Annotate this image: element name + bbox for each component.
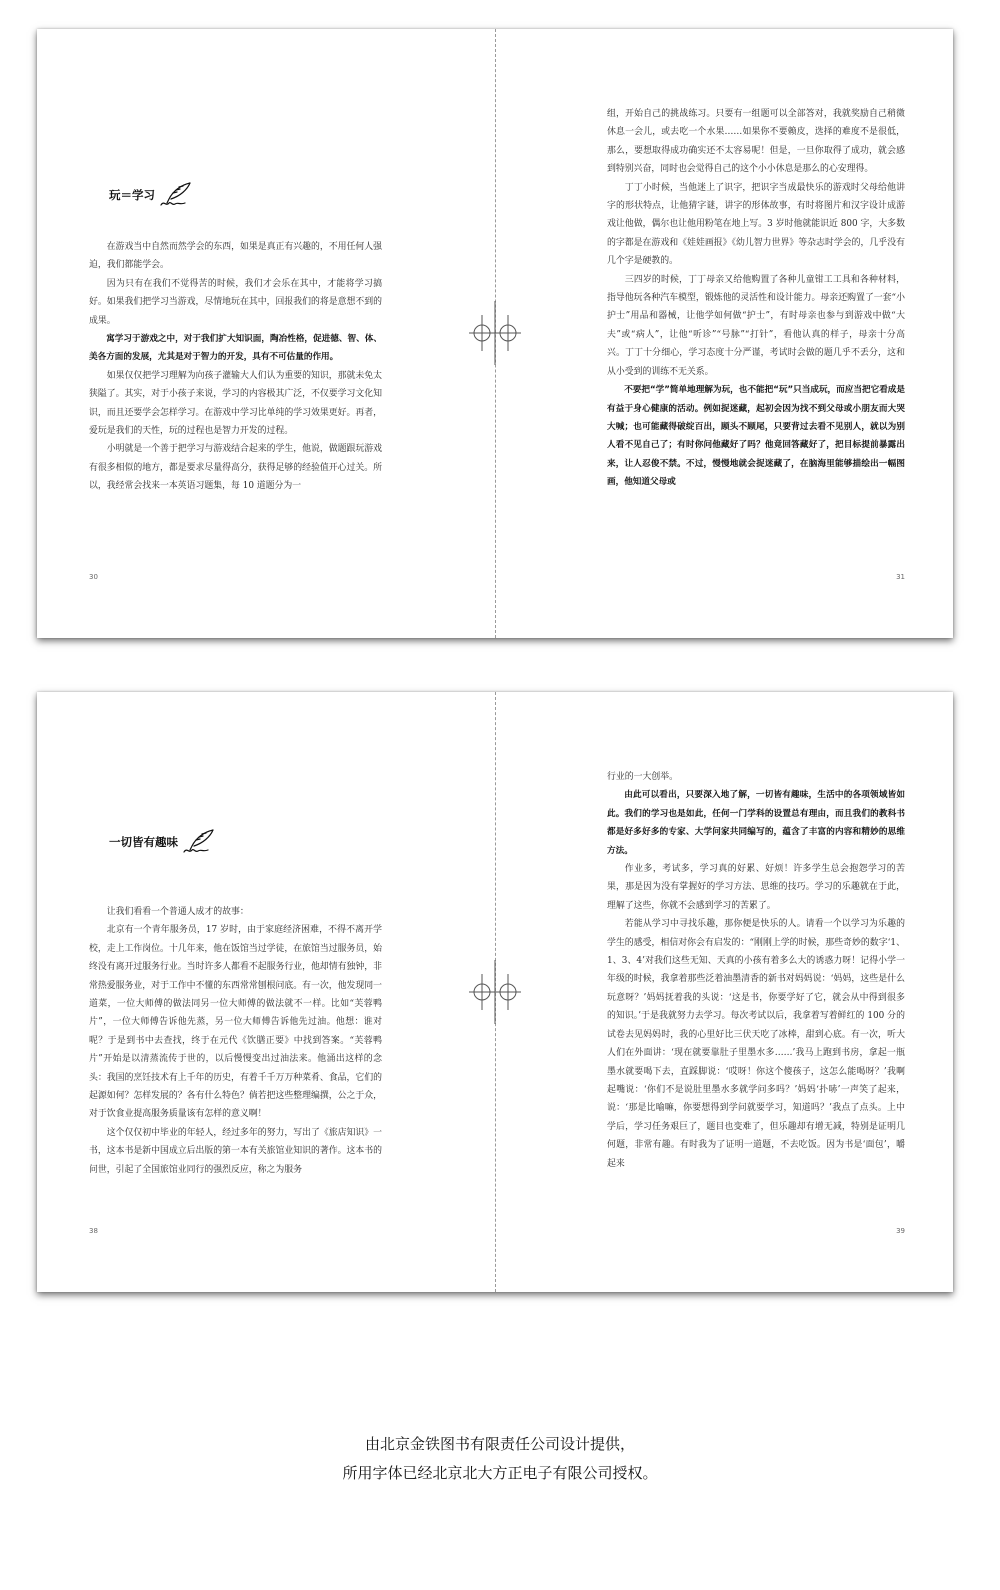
paragraph: 若能从学习中寻找乐趣，那你便是快乐的人。请看一个以学习为乐趣的学生的感受，相信对你会有启发的：“刚刚上学的时候，那些奇妙的数字‘1、1、3、4’对我们这些无知、天真的小孩有着多么大的诱惑力呀！记得小学一年级的时候，我拿着那些泛着油墨清香的新书对妈妈说：‘妈妈，这些是什么玩意呀？’妈妈抚着我的头说：‘这是书，你要学好了它，就会从中得到很多的知识。’于是我就努力去学习。每次考试以后，我拿着写着鲜红的 100 分的试卷去见妈妈时，我的心里好比三伏天吃了冰棒，甜到心底。有一次，听大人们在外面讲：‘现在就要靠肚子里墨水多……’我马上跑到书房，拿起一瓶墨水就要喝下去，直踩脚说：‘哎呀！你这个傻孩子，这怎么能喝呀？’我啊起嘴说：‘你们不是说肚里墨水多就学问多吗？’妈妈‘扑哧’一声笑了起来，说：‘那是比喻嘛，你要想得到学问就要学习，知道吗？’我点了点头。上中学后，学习任务艰巨了，题目也变难了，但乐趣却有增无减，特别是证明几何题，非常有趣。有时我为了证明一道题，不去吃饭。因为书是‘面包’，嚼起来 <box>607 919 905 1169</box>
credit-caption <box>0 1430 1000 1488</box>
page-30 <box>89 29 382 638</box>
page-31 <box>607 29 905 638</box>
registration-mark-icon <box>463 960 527 1024</box>
registration-mark-icon <box>463 301 527 365</box>
paragraph: 小明就是一个善于把学习与游戏结合起来的学生，他说，做题跟玩游戏有很多相似的地方，都是要求尽量得高分，获得足够的经验值开心过关。所以，我经常会找来一本英语习题集，每 10 道题分为一 <box>89 444 382 492</box>
paragraph: 因为只有在我们不觉得苦的时候，我们才会乐在其中，才能将学习搞好。如果我们把学习当游戏，尽情地玩在其中，回报我们的将是意想不到的成果。 <box>89 278 382 326</box>
paragraph: 作业多，考试多，学习真的好累、好烦！许多学生总会抱怨学习的苦果，那是因为没有掌握好的学习方法、思维的技巧。学习的乐趣就在于此，理解了这些，你就不会感到学习的苦累了。 <box>607 864 905 911</box>
paragraph-bold: 寓学习于游戏之中，对于我们扩大知识面，陶冶性格，促进德、智、体、美各方面的发展，尤其是对于智力的开发，具有不可估量的作用。 <box>89 334 382 363</box>
page-number: 39 <box>896 1227 905 1235</box>
paragraph: 三四岁的时候，丁丁母亲又给他购置了各种儿童钳工工具和各种材料，指导他玩各种汽车模型，锻炼他的灵活性和设计能力。母亲还购置了一套“小护士”用品和器械，让他学如何做“护士”，有时母亲也参与到游戏中做“大夫”或“病人”，让他“听诊”“号脉”“打针”，看他认真的样子，母亲十分高兴。丁丁十分细心，学习态度十分严谨，考试时会做的题几乎不丢分，这和从小受到的训练不无关系。 <box>607 274 905 377</box>
paragraph: 丁丁小时候，当他迷上了识字，把识字当成最快乐的游戏时父母给他讲字的形状特点，让他猜字谜，讲字的形体故事，有时将图片和汉字设计成游戏让他做，偶尔也让他用粉笔在地上写。3 岁时他就能识近 800 字，大多数的字都是在游戏和《娃娃画报》《幼儿智力世界》等杂志时学会的，几乎没有几个字是硬教的。 <box>607 182 905 267</box>
section-title: 一切皆有趣味 <box>109 835 178 849</box>
page-38 <box>89 692 382 1292</box>
quill-pen-icon <box>159 181 193 209</box>
paragraph-bold: 不要把“学”简单地理解为玩，也不能把“玩”只当成玩，而应当把它看成是有益于身心健康的活动。例如捉迷藏，起初会因为找不到父母或小朋友而大哭大喊；也可能藏得破绽百出，顾头不顾尾，只要背过去看不见别人，就以为别人看不见自己了；有时你问他藏好了吗？他竟回答藏好了，把目标提前暴露出来，让人忍俊不禁。不过，慢慢地就会捉迷藏了，在脑海里能够描绘出一幅图画，他知道父母或 <box>607 385 905 488</box>
body-text <box>89 903 382 1179</box>
paragraph: 这个仅仅初中毕业的年轻人，经过多年的努力，写出了《旅店知识》一书，这本书是新中国成立后出版的第一本有关旅馆业知识的著作。这本书的问世，引起了全国旅馆业同行的强烈反应，称之为服务 <box>89 1127 382 1175</box>
body-text <box>607 768 905 1173</box>
caption-line-1: 由北京金铁图书有限责任公司设计提供， <box>364 1435 635 1453</box>
page-39 <box>607 692 905 1292</box>
page-number: 30 <box>89 573 98 581</box>
section-heading <box>109 828 216 856</box>
caption-line-2: 所用字体已经北京北大方正电子有限公司授权。 <box>342 1464 658 1482</box>
page-number: 38 <box>89 1227 98 1235</box>
paragraph: 在游戏当中自然而然学会的东西，如果是真正有兴趣的，不用任何人强迫，我们都能学会。 <box>89 242 382 271</box>
section-title: 玩＝学习 <box>109 188 155 202</box>
paragraph: 北京有一个青年服务员，17 岁时，由于家庭经济困难，不得不离开学校，走上工作岗位。十几年来，他在饭馆当过学徒，在旅馆当过服务员，始终没有离开过服务行业。当时许多人都看不起服务行业，他却情有独钟，非常热爱服务业，对于工作中不懂的东西常常刨根问底。有一次，他发现同一道菜，一位大师傅的做法同另一位大师傅的做法就不一样。比如“芙蓉鸭片”，一位大师傅告诉他先蒸，另一位大师傅告诉他先过油。他想：谁对呢？于是到书中去查找，终于在元代《饮膳正要》中找到答案。“芙蓉鸭片”开始是以清蒸流传于世的，以后慢慢变出过油法来。他涌出这样的念头：我国的烹饪技术有上千年的历史，有着千千万万种菜肴、食品，它们的起源如何？怎样发展的？各有什么特色？倘若把这些整理编撰，公之于众，对于饮食业提高服务质量该有怎样的意义啊！ <box>89 925 382 1120</box>
paragraph-bold: 由此可以看出，只要深入地了解，一切皆有趣味，生活中的各项领域皆如此。我们的学习也是如此，任何一门学科的设置总有理由，而且我们的教科书都是好多好多的专家、大学问家共同编写的，蕴含了丰富的内容和精妙的思维方法。 <box>607 790 905 856</box>
paragraph: 行业的一大创举。 <box>607 772 678 782</box>
section-heading <box>109 181 193 209</box>
book-spread-1 <box>37 29 953 638</box>
paragraph: 组，开始自己的挑战练习。只要有一组题可以全部答对，我就奖励自己稍微休息一会儿，或去吃一个水果……如果你不要赖皮，选择的难度不是很低，那么，要想取得成功确实还不太容易呢！但是，一旦你取得了成功，就会感到特别兴奋，同时也会觉得自己的这个小小休息是那么的心安理得。 <box>607 109 905 175</box>
quill-pen-icon <box>182 828 216 856</box>
body-text <box>89 238 382 496</box>
page-number: 31 <box>896 573 905 581</box>
body-text <box>607 105 905 492</box>
book-spread-2 <box>37 692 953 1292</box>
paragraph: 如果仅仅把学习理解为向孩子灌输大人们认为重要的知识，那就未免太狭隘了。其实，对于小孩子来说，学习的内容极其广泛，不仅要学习文化知识，而且还要学会怎样学习。在游戏中学习比单纯的学习效果更好。再者，爱玩是我们的天性，玩的过程也是智力开发的过程。 <box>89 370 382 437</box>
paragraph: 让我们看看一个普通人成才的故事： <box>106 907 249 917</box>
